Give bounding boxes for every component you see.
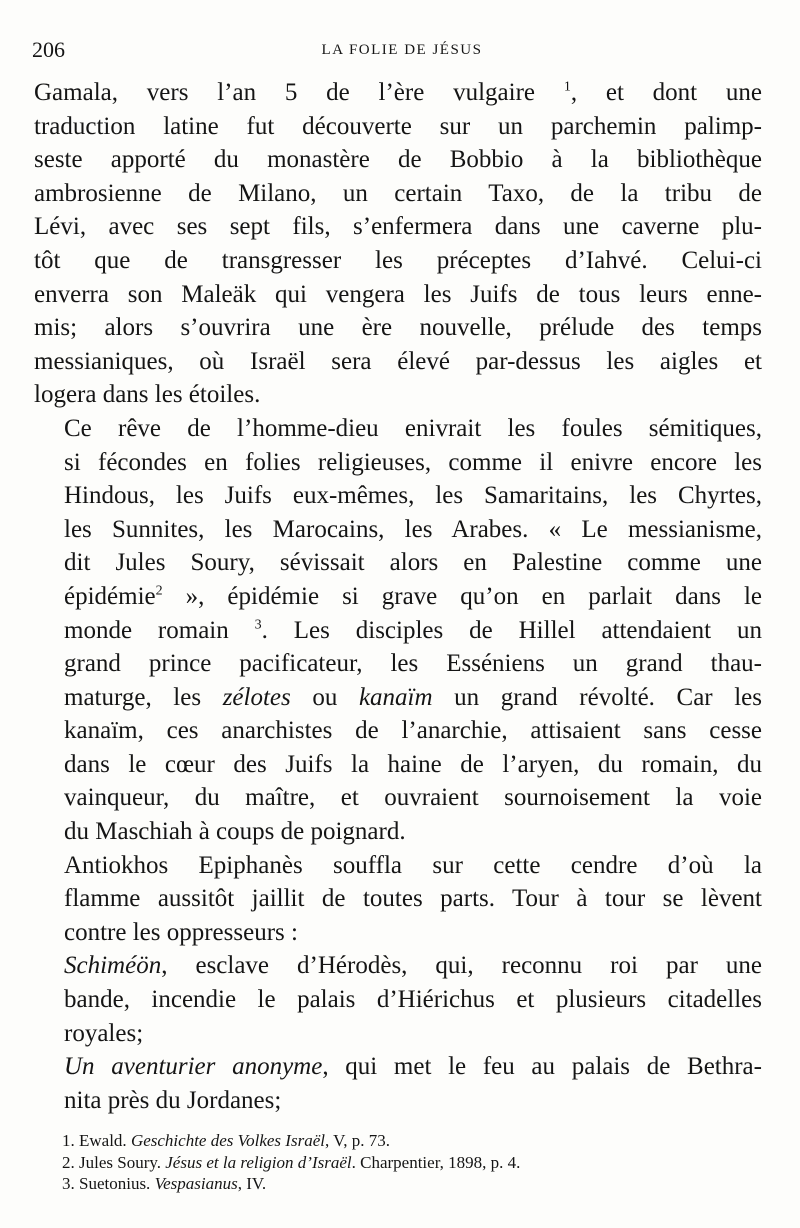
body-text bbox=[34, 76, 762, 1117]
paragraph bbox=[34, 412, 762, 849]
text-line: nita près du Jordanes; bbox=[64, 1086, 282, 1114]
text-line: si fécondes en folies religieuses, comme il enivre encore les bbox=[64, 448, 762, 476]
footnote-title: Jésus et la religion d’Israël bbox=[165, 1152, 352, 1172]
text-line: Un aventurier anonyme, qui met le feu au palais de Bethra- bbox=[64, 1053, 762, 1081]
text-line: contre les oppresseurs : bbox=[64, 918, 298, 946]
text-line: enverra son Maleäk qui vengera les Juifs de tous leurs enne- bbox=[34, 280, 762, 308]
footnote-title: Geschichte des Volkes Israël bbox=[130, 1131, 325, 1150]
page-number: 206 bbox=[32, 37, 65, 62]
text-line: logera dans les étoiles. bbox=[34, 381, 261, 409]
footnote: 3. Suetonius. Vespasianus, IV. bbox=[62, 1174, 267, 1193]
text-line: Lévi, avec ses sept fils, s’enfermera dans une caverne plu- bbox=[34, 213, 762, 241]
text-line: seste apporté du monastère de Bobbio à la bibliothèque bbox=[34, 146, 762, 174]
text-line: Ce rêve de l’homme-dieu enivrait les foules sémitiques, bbox=[64, 414, 762, 442]
italic-term: Schiméön bbox=[64, 952, 162, 980]
footnote-ref: 2 bbox=[155, 583, 163, 599]
text-line: messianiques, où Israël sera élevé par-dessus les aigles et bbox=[34, 347, 762, 375]
text-line: maturge, les zélotes ou kanaïm un grand révolté. Car les bbox=[64, 683, 762, 711]
text-line: traduction latine fut découverte sur un parchemin palimp- bbox=[34, 112, 762, 140]
page-header bbox=[32, 38, 772, 62]
italic-term: Un aventurier anonyme bbox=[64, 1053, 323, 1081]
text-line: dans le cœur des Juifs la haine de l’aryen, du romain, du bbox=[64, 750, 762, 778]
footnote: 1. Ewald. Geschichte des Volkes Israël, V, p. 73. bbox=[62, 1131, 390, 1150]
text-line: du Maschiah à coups de poignard. bbox=[64, 818, 406, 846]
text-line: kanaïm, ces anarchistes de l’anarchie, attisaient sans cesse bbox=[64, 717, 762, 745]
text-line: monde romain $^3$. Les disciples de Hillel attendaient un bbox=[64, 616, 762, 644]
paragraph bbox=[34, 1050, 762, 1117]
paragraph bbox=[34, 849, 762, 950]
footnote-title: Vespasianus bbox=[154, 1174, 238, 1193]
running-title: LA FOLIE DE JÉSUS bbox=[321, 42, 483, 58]
text-line: flamme aussitôt jaillit de toutes parts. Tour à tour se lèvent bbox=[64, 885, 762, 913]
footnote-ref: 3 bbox=[254, 617, 262, 633]
text-line: Gamala, vers l’an 5 de l’ère vulgaire $^1$, et dont une bbox=[34, 79, 763, 106]
text-line: dit Jules Soury, sévissait alors en Palestine comme une bbox=[64, 549, 762, 577]
text-line: royales; bbox=[64, 1019, 144, 1047]
text-line: grand prince pacificateur, les Esséniens un grand thau- bbox=[64, 650, 762, 678]
text-line: ambrosienne de Milano, un certain Taxo, de la tribu de bbox=[34, 179, 762, 207]
italic-term: zélotes bbox=[222, 683, 291, 711]
text-line: épidémie$^2$ », épidémie si grave qu’on en parlait dans le bbox=[64, 582, 762, 610]
text-line: Antiokhos Epiphanès souffla sur cette cendre d’où la bbox=[64, 851, 762, 879]
text-line: Schiméön, esclave d’Hérodès, qui, reconnu roi par une bbox=[64, 952, 762, 980]
text-line: tôt que de transgresser les préceptes d’Iahvé. Celui-ci bbox=[34, 246, 762, 274]
text-line: bande, incendie le palais d’Hiérichus et plusieurs citadelles bbox=[64, 986, 762, 1014]
text-line: les Sunnites, les Marocains, les Arabes. « Le messianisme, bbox=[64, 515, 762, 543]
footnote-ref: 1 bbox=[563, 79, 571, 95]
paragraph bbox=[34, 76, 762, 412]
text-line: mis; alors s’ouvrira une ère nouvelle, prélude des temps bbox=[34, 314, 762, 342]
text-line: vainqueur, du maître, et ouvraient sournoisement la voie bbox=[64, 784, 762, 812]
italic-term: kanaïm bbox=[358, 683, 433, 711]
paragraph bbox=[34, 949, 762, 1050]
text-line: Hindous, les Juifs eux-mêmes, les Samaritains, les Chyrtes, bbox=[64, 482, 762, 510]
footnote: 2. Jules Soury. Jésus et la religion d’Israël. Charpentier, 1898, p. 4. bbox=[62, 1152, 521, 1172]
footnotes bbox=[62, 1130, 762, 1195]
